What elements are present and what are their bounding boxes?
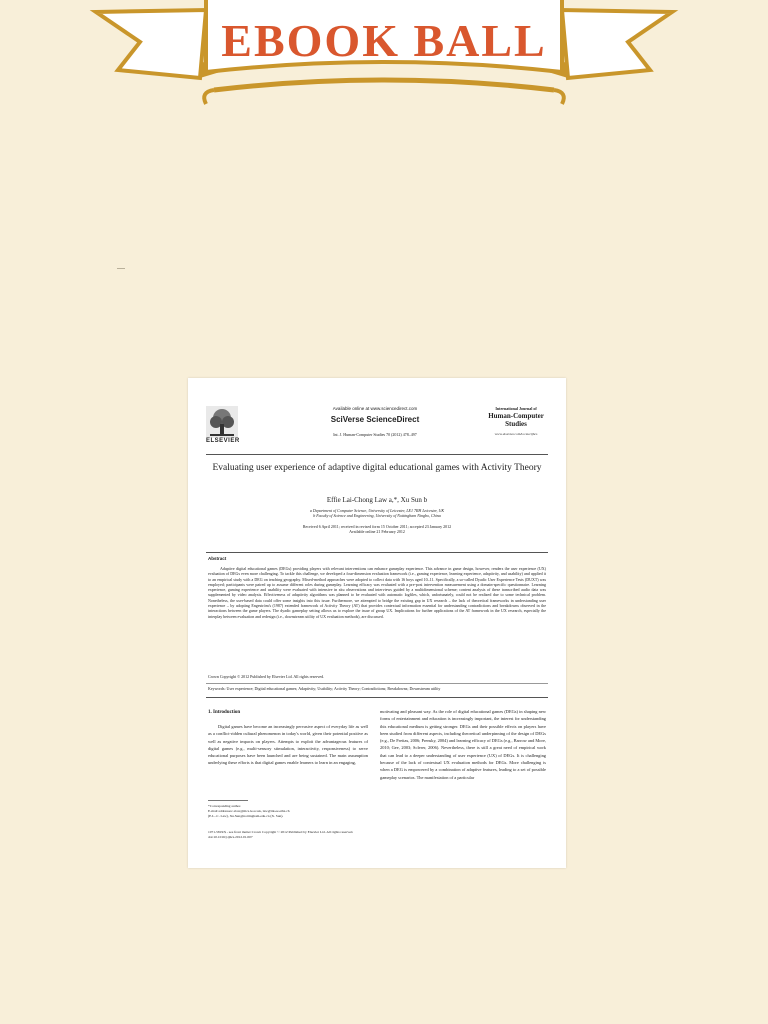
authors: Effie Lai-Chong Law a,*, Xu Sun b [326,496,428,504]
header-center [300,406,450,437]
stray-mark [117,268,125,269]
keywords-rule [206,683,548,684]
journal-url: www.elsevier.com/locate/ijhcs [494,432,538,436]
keywords: Keywords: User experience; Digital educational games; Adaptivity; Usability; Activity Theory; Contradictions; Breakdowns; Downstream utility [208,686,441,691]
sciverse-logo-text: SciVerse ScienceDirect [330,415,420,424]
journal-small: International Journal of [495,406,537,411]
copyright: Crown Copyright © 2012 Published by Elsevier Ltd. All rights reserved. [208,674,325,679]
ebook-ball-banner [0,0,768,110]
header-rule [206,454,548,455]
elsevier-tree-logo-icon [206,406,238,442]
affiliation-b: b Faculty of Science and Engineering, University of Nottingham Ningbo, China [313,513,441,518]
journal-header [206,406,548,448]
received-dates [206,524,548,534]
right-column [380,708,546,781]
section-heading: 1. Introduction [208,710,241,715]
paper-title: Evaluating user experience of adaptive digital educational games with Activity Theory [212,463,542,473]
journal-logo [484,406,548,436]
abstract-heading: Abstract [208,556,227,561]
abstract-rule [206,552,548,553]
footnote-line-1: *Corresponding author. [208,804,242,808]
footnote-rule [208,800,248,801]
affiliations [206,508,548,518]
left-column [208,708,368,767]
paper-first-page [188,378,566,868]
banner-title: EBOOK BALL [221,15,547,66]
footnote-line-3: (E.L.-C. Law), Xu.Sun@nottingham.edu.cn (X. Sun). [208,814,284,818]
publisher-name: ELSEVIER [206,438,240,444]
available-line: Available online 21 February 2012 [349,529,405,534]
doi-line: doi:10.1016/j.ijhcs.2012.01.007 [208,835,253,839]
received-line: Received 6 April 2011; received in revised form 15 October 2011; accepted 23 January 2012 [302,524,452,529]
body-rule [206,697,548,698]
footnote-line-2: E-mail addresses: elaw@mcs.le.ac.uk, law@tik.ee.ethz.ch [208,809,290,813]
citation: Int. J. Human-Computer Studies 70 (2012) 478–497 [333,432,417,437]
abstract-body: Adaptive digital educational games (DEGs) providing players with relevant interventions can enhance gameplay experience. This advance in game design, however, renders the user experience (UX) evaluation of DEGs even more challenging. To tackle this challenge, we developed a four-dimension evaluation framework (i.e., gaming experience, learning experience, adaptivity, and usability) and applied it to an empirical study with a DEG on teaching geography. Mixed-method approaches were adopted to collect data with 16 boys aged 10–11. Specifically, a so-called Dyadic User Experience Tests (DUXT) was employed; participants were paired up to assume different roles during gameplay. Learning efficacy was evaluated with a pre-post intervention measurement using a domain-specific questionnaire. Learning experience, gaming experience and usability were evaluated with intensive in situ observations and interviews guided by a multidimensional scheme; content analysis of these transcribed audio data was supplemented by video analysis. Effectiveness of adaptivity algorithms was planned to be evaluated with automatic logfiles, which, unfortunately, could not be realized due to some technical problem. Nonetheless, the user-based data could offer some insights into this issue. Furthermore, we attempted to bridge the existing gap in UX research – the lack of theoretical frameworks in understanding user experience – by adopting Engeström's (1987) extended framework of Activity Theory (AT) that provides contextual information essential for understanding contradictions and breakdowns observed in the interactions between the game players. The dyadic gameplay setting allows us to explore the issue of group UX. Implications for further applications of the AT framework in the UX research, especially the interplay between evaluation and redesign (i.e., downstream utility of UX evaluation methods), are discussed. [208,566,546,619]
intro-right-text: motivating and pleasant way. As the role of digital educational games (DEGs) in shaping new forms of entertainment and education is increasingly important, the interest for understanding this educational medium is getting stronger. DEGs and their possible effects on players have been studied from different aspects, including theoretical underpinning of the design of DEGs (e.g., De Freitas, 2006; Prensky, 2004) and learning efficacy of DEGs (e.g., Barrow and More, 2010; Gee, 2003; Sclerer, 2006). Nevertheless, there is still a great need of empirical work that can lead to a deeper understanding of user experience (UX) of DEGs. It is challenging because of the lack of contextual UX evaluation methods for DEGs. More challenging is when a DEG is empowered by a combination of adaptive features, leading to a set of possible gameplay scenarios. The manifestation of a particular [380,709,546,780]
available-online: Available online at www.sciencedirect.com [332,406,418,411]
journal-name: Human-Computer Studies [488,412,544,428]
issn-doi [208,830,546,840]
affiliation-a: a Department of Computer Science, University of Leicester, LE1 7RH Leicester, UK [309,508,445,513]
issn-line: 1071-5819/$ - see front matter Crown Copyright © 2012 Published by Elsevier Ltd. All rights reserved. [208,830,354,834]
footnote [208,804,368,819]
intro-left-text: Digital games have become an increasingly pervasive aspect of everyday life as well as a conflict-ridden cultural phenomenon in today's world, given their potential positive as well as negative impacts on players. Attempts to exploit the advantageous features of digital games (e.g., multi-sensory stimulation, interactivity, responsiveness) to serve educational purposes have been launched and are being sustained. The main assumption underlying these efforts is that digital games enable learners to learn in an engaging, [208,724,368,766]
